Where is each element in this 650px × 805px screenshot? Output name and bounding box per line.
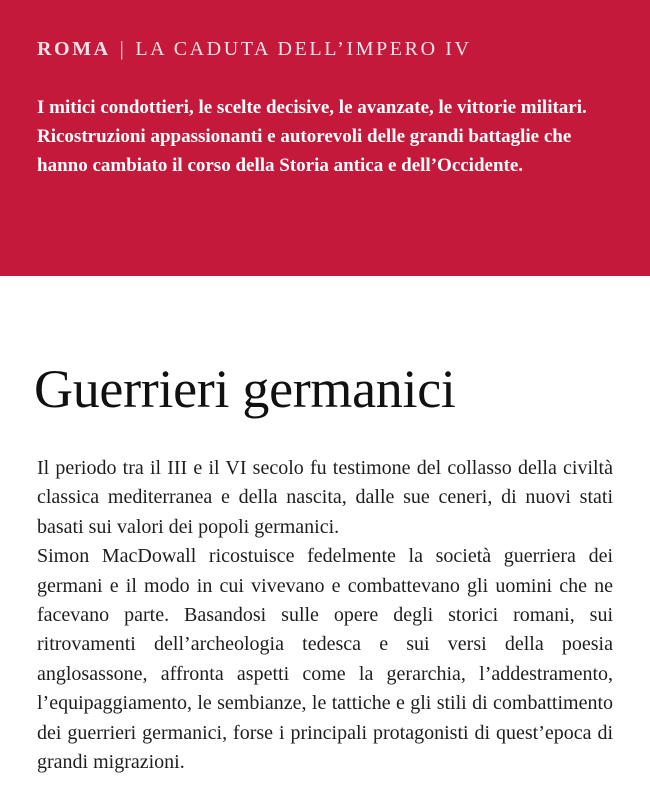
tagline-line: I mitici condottieri, le scelte decisive, le avanzate, le vittorie militari. [37, 97, 587, 118]
book-title: Guerrieri germanici [34, 359, 456, 419]
series-separator: | [119, 38, 127, 60]
series-heading [37, 38, 472, 61]
series-tagline [37, 93, 637, 180]
book-description [37, 454, 613, 777]
series-name: ROMA [37, 38, 111, 60]
series-subtitle: LA CADUTA DELL’IMPERO IV [135, 38, 472, 60]
tagline-line: hanno cambiato il corso della Storia antica e dell’Occidente. [37, 155, 524, 176]
description-paragraph: Simon MacDowall ricostuisce fedelmente la società guerriera dei germani e il modo in cui vivevano e combattevano gli uomini che ne facevano parte. Basandosi sulle opere degli storici romani, sui ritrovamenti dell’archeologia tedesca e sui versi della poesia anglosassone, affronta aspetti come la gerarchia, l’addestramento, l’equipaggiamento, le sembianze, le tattiche e gli stili di combattimento dei guerrieri germanici, forse i principali protagonisti di quest’epoca di grandi migrazioni. [37, 545, 613, 774]
description-paragraph: Il periodo tra il III e il VI secolo fu testimone del collasso della civiltà classica mediterranea e della nascita, dalle sue ceneri, di nuovi stati basati sui valori dei popoli germanici. [37, 457, 613, 538]
series-banner [0, 0, 650, 276]
tagline-line: Ricostruzioni appassionanti e autorevoli delle grandi battaglie che [37, 126, 572, 147]
